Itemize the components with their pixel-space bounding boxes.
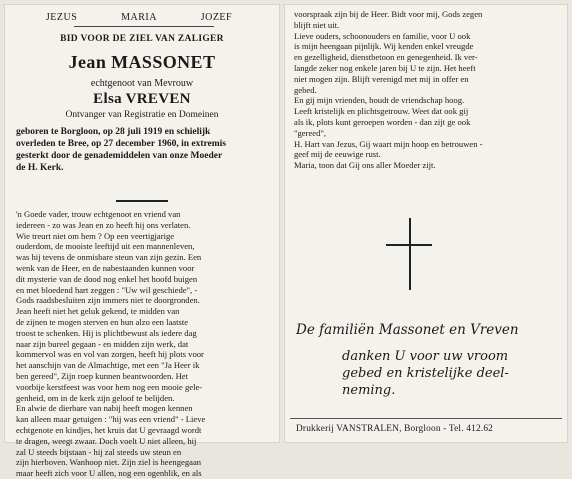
body-line: geef mij de eeuwige rust. (294, 149, 381, 160)
body-line: te dragen, weegt zwaar. Doch voelt U niet alleen, hij (16, 435, 197, 446)
body-line: kommervol was en vol van zorgen, heeft hij plots voor (16, 349, 204, 360)
thanks-line: neming. (342, 383, 396, 398)
body-line: was hij tevens de onmisbare steun van zijn gezin. Een (16, 252, 202, 263)
cross-horizontal-bar (386, 244, 432, 246)
body-line: langde zeker nog enkele jaren bij U te zijn. Het heeft (294, 62, 476, 73)
body-line: ben gereed", Zijn roep kunnen beantwoorden. Het (16, 370, 188, 381)
prayer-heading: BID VOOR DE ZIEL VAN ZALIGER (60, 34, 224, 44)
section-divider (116, 200, 168, 202)
body-line: "gereed", (294, 127, 327, 138)
body-line: En alwie de dierbare van nabij heeft mogen kennen (16, 403, 193, 414)
cross-vertical-bar (409, 218, 411, 290)
body-line: kan alleen maar getuigen : "hij was een vriend" - Lieve (16, 414, 206, 425)
body-line: de zijnen te mogen sterven en hun alzo een laatste (16, 316, 189, 327)
body-line: En gij mijn vrienden, houdt de vriendschap hoog. (294, 95, 465, 106)
body-line: ouderdom, de mooiste leeftijd uit een mannenleven, (16, 241, 195, 252)
thanks-line: gebed en kristelijke deel- (342, 366, 509, 381)
spouse-name: Elsa VREVEN (93, 91, 191, 107)
profession: Ontvanger van Registratie en Domeinen (65, 110, 219, 120)
body-line: en gezelligheid, dienstbetoon en genegenheid. Ik ver- (294, 52, 478, 63)
body-line: en met bloedend hart zeggen : "Uw wil geschiede", - (16, 284, 198, 295)
body-line: zal U steeds bijstaan - hij zal steeds uw steun en (16, 446, 182, 457)
printer-credit: Drukkerij VANSTRALEN, Borgloon - Tel. 412.62 (296, 424, 494, 434)
body-line: Gods raadsbesluiten zijn immers niet te doorgronden. (16, 295, 200, 306)
bio-block (16, 126, 270, 174)
families-line: De familiën Massonet en Vreven (296, 322, 519, 338)
body-line: iedereen - zo was Jean en zo heeft hij ons verlaten. (16, 219, 191, 230)
bio-line: gesterkt door de genademiddelen van onze Moeder (16, 151, 223, 161)
body-line: Lieve ouders, schoonouders en familie, voor U ook (294, 30, 471, 41)
body-line: genheid, om in de kerk zijn geloof te belijden. (16, 392, 175, 403)
body-line: Jean heeft niet het geluk gekend, te midden van (16, 306, 180, 317)
holy-names-header (24, 12, 254, 23)
header-word: JOZEF (200, 12, 233, 23)
body-line: maar heeft zich voor U allen, nog een ogenblik, en als (16, 468, 202, 479)
left-page (4, 4, 280, 479)
header-word: MARIA (121, 12, 157, 23)
thanks-line: danken U voor uw vroom (342, 349, 509, 364)
header-rule (74, 26, 214, 27)
body-line: wenk van de Heer, en de nabestaanden kunnen voor (16, 262, 195, 273)
header-word: JEZUS (45, 12, 78, 23)
body-line: als ik, plots kunt geroepen worden - dan zijt ge ook (294, 116, 471, 127)
left-body-text (16, 209, 272, 479)
bio-line: geboren te Borgloon, op 28 juli 1919 en schielijk (16, 127, 211, 137)
bio-line: de H. Kerk. (16, 163, 64, 173)
footer-rule (290, 418, 562, 419)
right-body-text (294, 9, 562, 171)
body-line: voorbije kerstfeest was voor hem nog een mooie gele- (16, 381, 203, 392)
body-line: Leeft kristelijk en plichtsgetrouw. Weet dat ook gij (294, 106, 469, 117)
body-line: 'n Goede vader, trouw echtgenoot en vriend van (16, 209, 181, 219)
body-line: troost te schenken. Hij is plichtbewust als iedere dag (16, 327, 197, 338)
bio-line: overleden te Bree, op 27 december 1960, in extremis (16, 139, 227, 149)
body-line: voorspraak zijn bij de Heer. Bidt voor mij, Gods zegen (294, 9, 483, 19)
body-line: blijft niet uit. (294, 19, 340, 30)
body-line: zijn hierboven. Wanhoop niet. Zijn ziel is heengegaan (16, 457, 202, 468)
body-line: het aanschijn van de Almachtige, met een "Ja Heer ik (16, 360, 200, 371)
body-line: dit mysterie van de dood nog enkel het hoofd buigen (16, 273, 198, 284)
thanks-block (342, 348, 564, 399)
deceased-name: Jean MASSONET (68, 52, 216, 72)
body-line: naar zijn bureel gegaan - en midden zijn werk, dat (16, 338, 189, 349)
body-line: Maria, toon dat Gij ons aller Moeder zijt. (294, 160, 436, 171)
body-line: niet mogen zijn. Blijft verenigd met mij in offer en (294, 73, 469, 84)
body-line: is mijn heengaan pijnlijk. Wij kenden enkel vreugde (294, 41, 474, 52)
body-line: gebed. (294, 84, 317, 95)
spouse-label: echtgenoot van Mevrouw (90, 78, 194, 89)
body-line: H. Hart van Jezus, Gij waart mijn hoop en betrouwen - (294, 138, 483, 149)
body-line: echtgenote en kindjes, het kruis dat U gevraagd wordt (16, 424, 202, 435)
body-line: Wie treurt niet om hem ? Op een veertigjarige (16, 230, 175, 241)
